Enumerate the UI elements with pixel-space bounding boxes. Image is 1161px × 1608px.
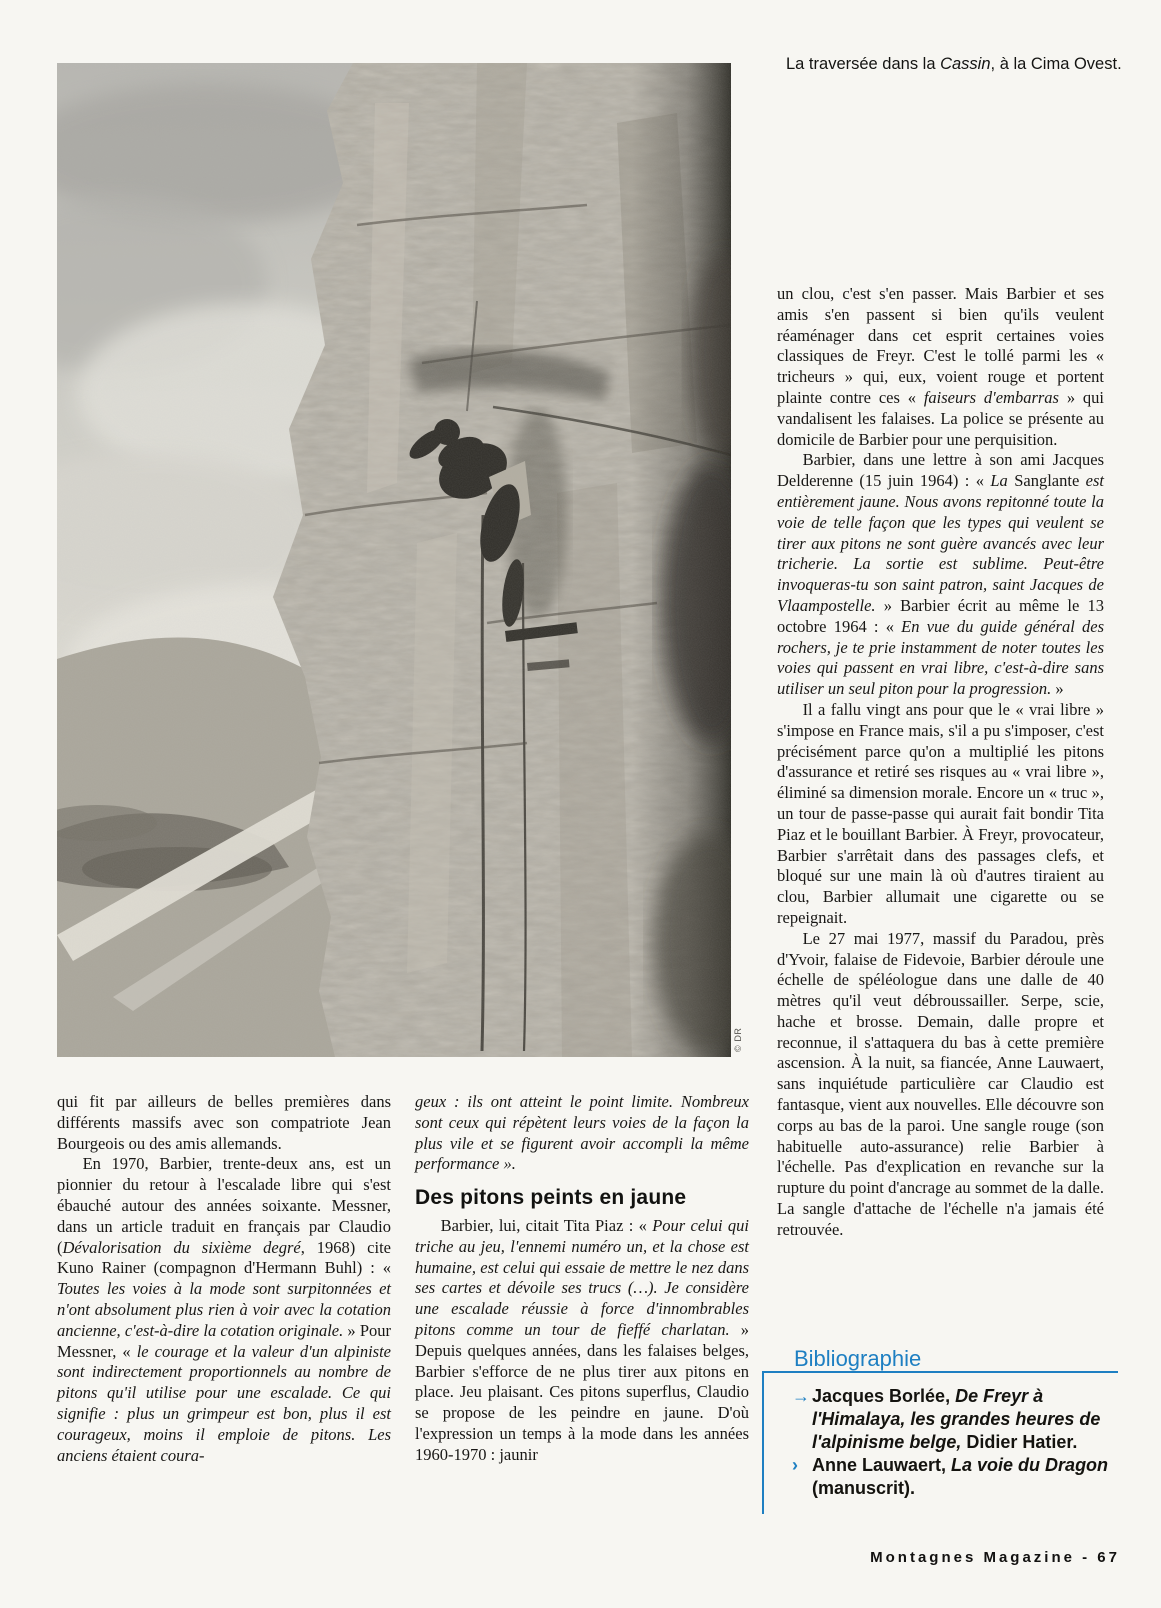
climbing-photo [57, 63, 731, 1057]
text-run: » [1051, 679, 1064, 699]
italic-run: Dévalorisation du sixième degré [62, 1237, 301, 1257]
text-run: Sanglante [1007, 471, 1086, 491]
arrow-icon: → [792, 1386, 810, 1406]
film-grain [57, 63, 731, 1057]
italic-run: Toutes les voies à la mode sont surpitonnées et n'ont absolument plus rien à voir avec la cotation ancienne, c'est-à-dire la cotation originale. [57, 1279, 391, 1340]
italic-run: faiseurs d'embarras [923, 387, 1059, 407]
text-run: La traversée dans la [786, 55, 941, 73]
bibliography-box [762, 1346, 1118, 1514]
paragraph [777, 284, 1104, 450]
paragraph [777, 700, 1104, 929]
text-run: (manuscrit). [812, 1478, 916, 1498]
paragraph [57, 1092, 391, 1154]
arrow-icon: › [792, 1455, 798, 1475]
column-right [777, 284, 1104, 1241]
italic-run: Cassin [940, 55, 991, 73]
text-run: » qui vandalisent les falaises. La police se présente au domicile de Barbier pour une perquisition. [777, 387, 1104, 449]
photo-credit: © DR [733, 1027, 743, 1052]
italic-run: le courage et la valeur d'un alpiniste sont indirectement proportionnels au nombre de pitons qu'il utilise pour une escalade. Ce qui signifie : plus un grimpeur est bon, plus il est courageux, moins il emploie de pitons. Les anciens étaient coura- [57, 1341, 391, 1465]
section-heading: Des pitons peints en jaune [415, 1186, 687, 1210]
text-run: Le 27 mai 1977, massif du Paradou, près d'Yvoir, falaise de Fidevoie, Barbier déroule une échelle de spéléologue dans une dalle de 40 mètres qu'il veut débroussailler. Serpe, scie, hache et brosse. Demain, dalle propre et reconnue, il s'attaquera du bas à cette première ascension. À la nuit, sa fiancée, Anne Lauwaert, sans inquiétude particulière car Claudio est fantasque, vient aux nouvelles. Elle découvre son corps au bas de la paroi. Une sangle rouge (son habituelle auto-assurance) relie Barbier à l'échelle. Pas d'explication en revanche sur la rupture du point d'ancrage au sommet de la dalle. La sangle d'attache de l'échelle n'a jamais été retrouvée. [777, 928, 1104, 1239]
text-run: » Pour Messner, « [57, 1320, 391, 1361]
text-run: , 1968) cite Kuno Rainer (compagnon d'Hermann Buhl) : « [57, 1237, 391, 1278]
italic-run: En vue du guide général des rochers, je te prie instamment de noter toutes les voies qui passent en vrai libre, c'est-à-dire sans utiliser un seul piton pour la progression. [777, 616, 1105, 699]
paragraph [415, 1092, 749, 1175]
bibliography-title: Bibliographie [794, 1346, 922, 1371]
italic-run: De Freyr à l'Himalaya, les grandes heures de l'alpinisme belge, [812, 1386, 1101, 1452]
photo-art [57, 63, 731, 1057]
text-run: En 1970, Barbier, trente-deux ans, est un pionnier du retour à l'escalade libre qui s'est ébauché autour des années soixante. Messner, dans un article traduit en français par Claudio ( [57, 1154, 391, 1257]
italic-run: geux : ils ont atteint le point limite. Nombreux sont ceux qui répètent leurs voies de la façon la plus vile et se figurent avoir accompli la même performance ». [415, 1092, 749, 1174]
italic-run: est entièrement jaune. Nous avons repitonné toute la voie de telle façon que les types qui veulent se tirer aux pitons ne sont guère avancés avec leur tricherie. La sortie est sublime. Peut-être invoqueras-tu son saint patron, saint Jacques de Vlaampostelle. [777, 471, 1104, 615]
paragraph [57, 1154, 391, 1466]
bibliography-item [792, 1454, 1118, 1500]
bibliography-item [792, 1385, 1118, 1454]
text-run: » Depuis quelques années, dans les falaises belges, Barbier s'efforce de ne plus tirer aux pitons en place. Jeu plaisant. Ces pitons superflus, Claudio se propose de les peindre en jaune. D'où l'expression un temps à la mode dans les années 1960-1970 : jaunir [415, 1319, 750, 1464]
text-run: Jacques Borlée, [812, 1386, 956, 1406]
text-run: Anne Lauwaert, [812, 1455, 952, 1475]
column-middle [415, 1092, 749, 1466]
text-run: Il a fallu vingt ans pour que le « vrai libre » s'impose en France mais, s'il a pu s'imposer, c'est précisément parce qu'on a multiplié les pitons d'assurance et retiré ses risques au « vrai libre », éliminé sa dimension morale. Encore un « truc », un tour de passe-passe qui aurait fait bondir Tita Piaz et le bouillant Barbier. À Freyr, provocateur, Barbier s'arrêtait dans des passages clefs, et bloqué sur une main là où d'autres tiraient au clou, Barbier allumait une cigarette ou se repeignait. [777, 699, 1104, 927]
text-run: » Barbier écrit au même le 13 octobre 1964 : « [777, 595, 1104, 636]
column-left [57, 1092, 391, 1466]
photo-caption [786, 54, 1138, 74]
text-run: Barbier, lui, citait Tita Piaz : « [440, 1215, 653, 1235]
bibliography [762, 1345, 1118, 1514]
text-run: , à la Cima Ovest. [990, 55, 1122, 73]
paragraph [777, 929, 1104, 1241]
italic-run: La voie du Dragon [951, 1455, 1109, 1475]
bibliography-list [792, 1385, 1118, 1500]
text-run: qui fit par ailleurs de belles premières dans différents massifs avec son compatriote Jean Bourgeois ou des amis allemands. [57, 1092, 391, 1153]
text-run: Barbier, dans une lettre à son ami Jacques Delderenne (15 juin 1964) : « [777, 450, 1104, 491]
text-run: un clou, c'est s'en passer. Mais Barbier et ses amis s'en passent si bien qu'ils veulent réaménager dans cet esprit certaines voies classiques de Freyr. C'est le tollé parmi les « tricheurs » qui, eux, voient rouge et portent plainte contre ces « [777, 284, 1104, 407]
paragraph [415, 1216, 749, 1466]
italic-run: Pour celui qui triche au jeu, l'ennemi numéro un, et la chose est humaine, est celui qui essaie de mettre le nez dans ses cartes et dévoile ses trucs (…). Je considère une escalade réussie à force d'innombrables pitons comme un tour de fieffé charlatan. [415, 1215, 749, 1339]
paragraph [777, 450, 1104, 700]
text-run: Didier Hatier. [961, 1432, 1078, 1452]
page-footer: Montagnes Magazine - 67 [870, 1549, 1120, 1566]
italic-run: La [990, 471, 1008, 491]
